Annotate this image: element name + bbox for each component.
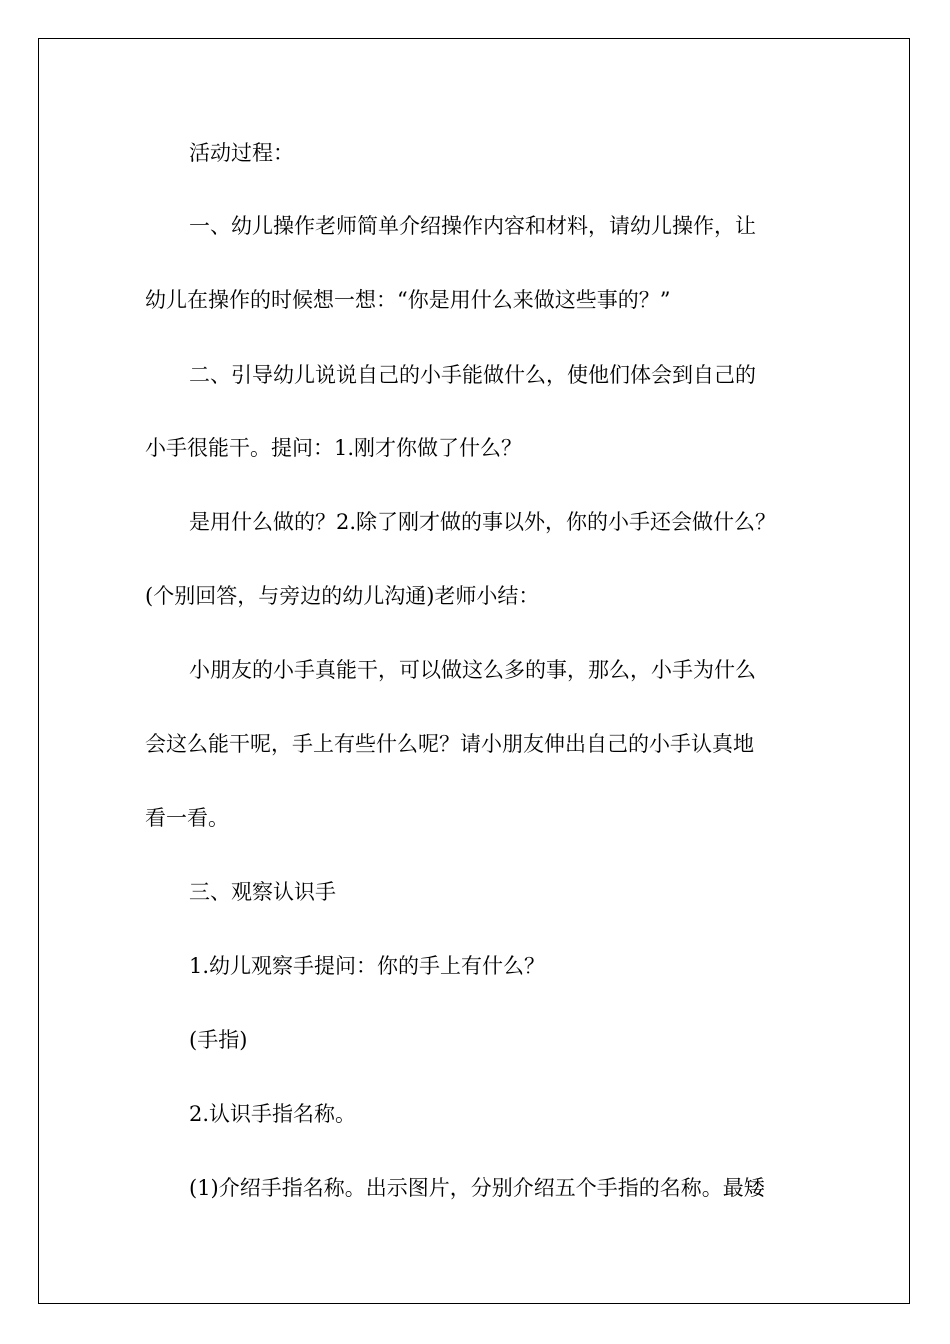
- paragraph-line: 2.认识手指名称。: [189, 1102, 357, 1126]
- paragraph-line: 是用什么做的？2.除了刚才做的事以外，你的小手还会做什么？: [189, 510, 777, 534]
- paragraph-line: 幼儿在操作的时候想一想：“你是用什么来做这些事的？”: [145, 288, 671, 312]
- heading-activity-process: 活动过程：: [189, 141, 294, 165]
- paragraph-line: 小朋友的小手真能干，可以做这么多的事，那么，小手为什么: [189, 658, 756, 682]
- paragraph-line: 看一看。: [145, 806, 229, 830]
- paragraph-line: 一、幼儿操作老师简单介绍操作内容和材料，请幼儿操作，让: [189, 214, 756, 238]
- paragraph-line: 二、引导幼儿说说自己的小手能做什么，使他们体会到自己的: [189, 363, 756, 387]
- paragraph-line: (个别回答，与旁边的幼儿沟通)老师小结：: [145, 584, 540, 608]
- paragraph-line: 小手很能干。提问：1.刚才你做了什么？: [145, 436, 523, 460]
- paragraph-line: 1.幼儿观察手提问：你的手上有什么？: [189, 954, 546, 978]
- paragraph-line: 会这么能干呢，手上有些什么呢？请小朋友伸出自己的小手认真地: [145, 732, 754, 756]
- section-heading: 三、观察认识手: [189, 880, 336, 904]
- paragraph-line: (1)介绍手指名称。出示图片，分别介绍五个手指的名称。最矮: [189, 1176, 765, 1200]
- paragraph-line: (手指): [189, 1028, 248, 1052]
